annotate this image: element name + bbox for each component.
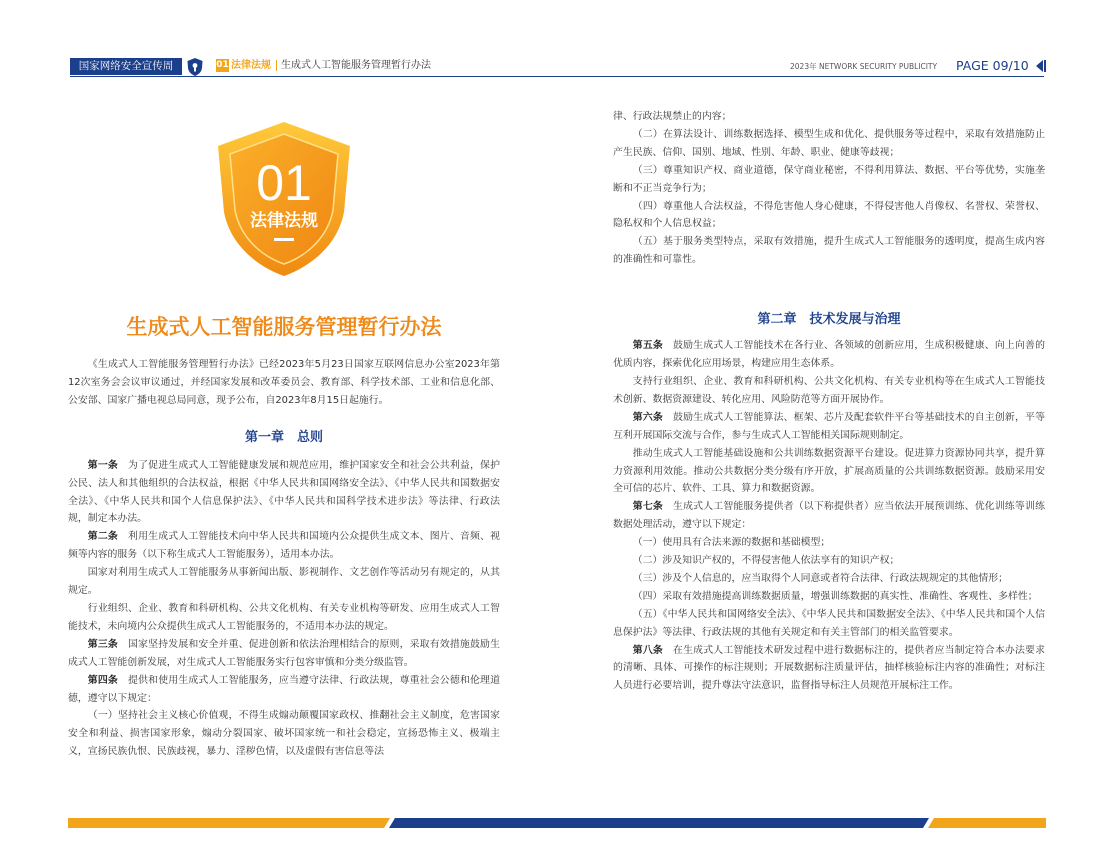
article-text: 在生成式人工智能技术研发过程中进行数据标注的，提供者应当制定符合本办法要求的清晰、具体、可操作的标注规则；开展数据标注质量评估，抽样核验标注内容的准确性；对标注人员进行必要培训，提升尊法守法意识，监督指导标注人员规范开展标注工作。: [613, 644, 1045, 692]
article-paragraph: [613, 409, 1045, 445]
article-paragraph: [68, 636, 500, 672]
chapter-heading: 第二章 技术发展与治理: [757, 312, 901, 328]
article-paragraph: [613, 337, 1045, 373]
section-number-badge: 01: [216, 60, 229, 70]
list-item: （三）尊重知识产权、商业道德，保守商业秘密，不得利用算法、数据、平台等优势，实施垄断和不正当竞争行为；: [613, 164, 1045, 194]
list-item: （一）使用具有合法来源的数据和基础模型；: [632, 537, 831, 549]
article-text: 生成式人工智能服务提供者（以下称提供者）应当依法开展预训练、优化训练等训练数据处理活动，遵守以下规定：: [613, 501, 1045, 531]
list-item: （五）基于服务类型特点，采取有效措施，提升生成式人工智能服务的透明度，提高生成内容的准确性和可靠性。: [613, 236, 1045, 266]
article-text: 鼓励生成式人工智能技术在各行业、各领域的创新应用，生成积极健康、向上向善的优质内容，探索优化应用场景，构建应用生态体系。: [613, 340, 1045, 370]
section-name: 法律法规: [231, 60, 271, 71]
article-text: 为了促进生成式人工智能健康发展和规范应用，维护国家安全和社会公共利益，保护公民、法人和其他组织的合法权益，根据《中华人民共和国网络安全法》、《中华人民共和国数据安全法》、《中华人民共和国个人信息保护法》、《中华人民共和国科学技术进步法》等法律、行政法规，制定本办法。: [68, 459, 500, 525]
left-column: [68, 356, 500, 761]
article-heading: 第三条: [87, 638, 118, 650]
article-heading: 第七条: [632, 501, 663, 513]
page-number: PAGE 09/10: [956, 58, 1029, 73]
article-heading: 第一条: [87, 459, 118, 471]
article-paragraph: [613, 498, 1045, 534]
document-title: 生成式人工智能服务管理暂行办法: [126, 315, 442, 339]
article-heading: 第四条: [87, 674, 118, 686]
article-text: 国家坚持发展和安全并重、促进创新和依法治理相结合的原则，采取有效措施鼓励生成式人工智能创新发展，对生成式人工智能服务实行包容审慎和分类分级监管。: [68, 638, 500, 668]
header-rule: [70, 76, 1044, 77]
article-text: 利用生成式人工智能技术向中华人民共和国境内公众提供生成文本、图片、音频、视频等内容的服务（以下称生成式人工智能服务），适用本办法。: [68, 531, 500, 561]
paragraph: 支持行业组织、企业、教育和科研机构、公共文化机构、有关专业机构等在生成式人工智能技术创新、数据资源建设、转化应用、风险防范等方面开展协作。: [613, 375, 1045, 405]
article-paragraph: [613, 642, 1045, 696]
right-column: [613, 108, 1045, 695]
list-item: （四）采取有效措施提高训练数据质量，增强训练数据的真实性、准确性、客观性、多样性；: [632, 590, 1038, 602]
list-item: （一）坚持社会主义核心价值观，不得生成煽动颠覆国家政权、推翻社会主义制度，危害国家安全和利益、损害国家形象，煽动分裂国家、破坏国家统一和社会稳定，宣扬恐怖主义、极端主义，宣扬民族仇恨、民族歧视，暴力、淫秽色情，以及虚假有害信息等法: [68, 710, 500, 758]
year-tagline: 2023年 NETWORK SECURITY PUBLICITY: [790, 62, 938, 71]
article-heading: 第八条: [632, 644, 663, 656]
list-item: （三）涉及个人信息的，应当取得个人同意或者符合法律、行政法规规定的其他情形；: [632, 572, 1009, 584]
list-item: （二）在算法设计、训练数据选择、模型生成和优化、提供服务等过程中，采取有效措施防止产生民族、信仰、国别、地域、性别、年龄、职业、健康等歧视；: [613, 128, 1045, 158]
speaker-arrow-icon[interactable]: [1034, 58, 1046, 74]
intro-paragraph: 《生成式人工智能服务管理暂行办法》已经2023年5月23日国家互联网信息办公室2023年第12次室务会会议审议通过，并经国家发展和改革委员会、教育部、科学技术部、工业和信息化部、公安部、国家广播电视总局同意，现予公布，自2023年8月15日起施行。: [68, 359, 500, 406]
header-doc-name: 生成式人工智能服务管理暂行办法: [281, 60, 431, 71]
article-paragraph: [68, 528, 500, 564]
article-heading: 第六条: [632, 411, 663, 423]
list-item: （五）《中华人民共和国网络安全法》、《中华人民共和国数据安全法》、《中华人民共和国个人信息保护法》等法律、行政法规的其他有关规定和有关主管部门的相关监管要求。: [613, 608, 1045, 638]
emblem-dash: [274, 238, 294, 241]
publication-badge: 国家网络安全宣传周: [70, 58, 182, 75]
paragraph: 推动生成式人工智能基础设施和公共训练数据资源平台建设。促进算力资源协同共享，提升算力资源利用效能。推动公共数据分类分级有序开放，扩展高质量的公共训练数据资源。鼓励采用安全可信的芯片、软件、工具、算力和数据资源。: [613, 447, 1045, 495]
paragraph: 行业组织、企业、教育和科研机构、公共文化机构、有关专业机构等研发、应用生成式人工智能技术，未向境内公众提供生成式人工智能服务的，不适用本办法的规定。: [68, 602, 500, 632]
article-text: 鼓励生成式人工智能算法、框架、芯片及配套软件平台等基础技术的自主创新，平等互利开展国际交流与合作，参与生成式人工智能相关国际规则制定。: [613, 411, 1045, 441]
article-paragraph: [68, 457, 500, 529]
list-item: （四）尊重他人合法权益，不得危害他人身心健康，不得侵害他人肖像权、名誉权、荣誉权、隐私权和个人信息权益；: [613, 200, 1045, 230]
emblem-number: 01: [256, 155, 312, 211]
article-paragraph: [68, 672, 500, 708]
continued-paragraph: 律、行政法规禁止的内容；: [613, 111, 732, 122]
article-text: 提供和使用生成式人工智能服务，应当遵守法律、行政法规，尊重社会公德和伦理道德，遵守以下规定：: [68, 674, 500, 704]
emblem-label: 法律法规: [250, 211, 318, 231]
header-separator: [276, 60, 277, 71]
footer-color-bar: [68, 818, 1046, 828]
article-heading: 第五条: [632, 340, 663, 352]
page-header: [0, 0, 1113, 80]
article-heading: 第二条: [87, 531, 118, 543]
shield-lock-icon: [185, 57, 205, 77]
list-item: （二）涉及知识产权的，不得侵害他人依法享有的知识产权；: [632, 555, 900, 567]
chapter-heading: 第一章 总则: [244, 429, 323, 445]
paragraph: 国家对利用生成式人工智能服务从事新闻出版、影视制作、文艺创作等活动另有规定的，从其规定。: [68, 567, 500, 597]
